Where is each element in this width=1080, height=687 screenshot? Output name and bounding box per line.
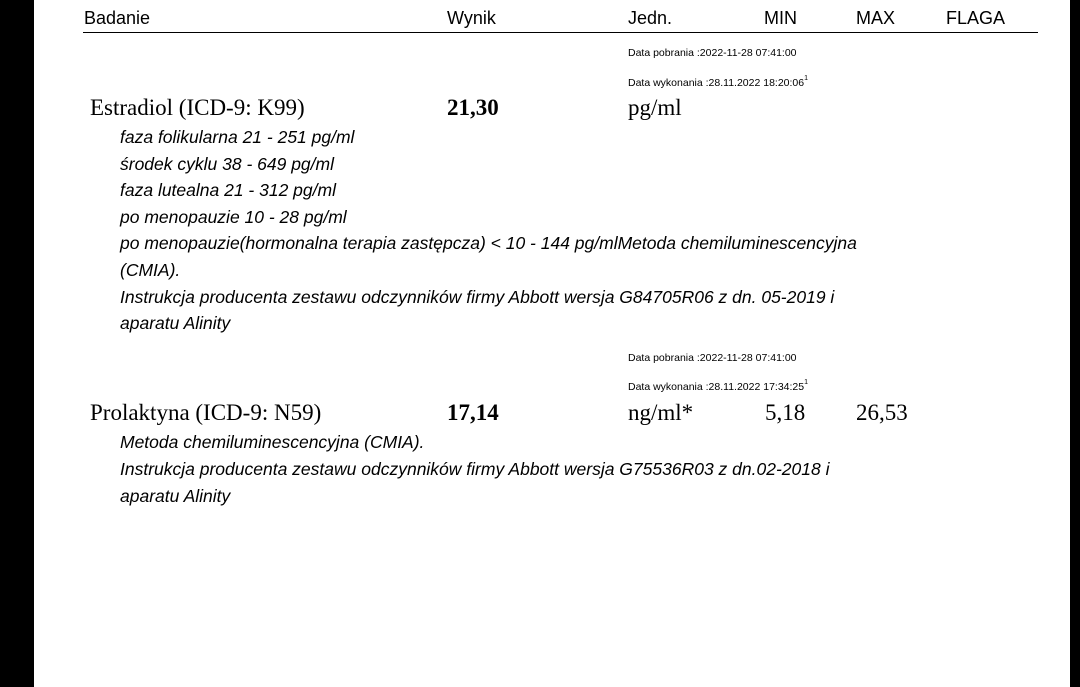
execution-date: Data wykonania :28.11.2022 $18:20:06^1$ <box>628 75 809 89</box>
test-result: 17,14 <box>447 400 499 425</box>
method-note: (CMIA). <box>120 260 181 280</box>
column-header-unit: Jedn. <box>628 8 673 28</box>
test-name: Prolaktyna (ICD-9: N59) <box>90 400 322 425</box>
column-header-result: Wynik <box>447 8 496 28</box>
test-max: 26,53 <box>856 400 908 425</box>
method-note: Instrukcja producenta zestawu odczynników firmy Abbott wersja G75536R03 z dn.02-2018 i <box>120 459 830 479</box>
reference-note: środek cyklu 38 - 649 pg/ml <box>120 154 334 174</box>
footnote-mark: 1 <box>804 379 809 386</box>
collection-date: Data pobrania :2022-11-28 07:41:00 <box>628 352 797 364</box>
footnote-mark: 1 <box>804 75 809 82</box>
column-header-test: Badanie <box>84 8 151 28</box>
reference-note: faza lutealna 21 - 312 pg/ml <box>120 180 336 200</box>
test-unit: ng/ml* <box>628 400 694 425</box>
test-result: 21,30 <box>447 95 499 120</box>
reference-note: po menopauzie(hormonalna terapia zastępcza) < 10 - 144 pg/mlMetoda chemiluminescencyjna <box>120 233 857 253</box>
method-note: Instrukcja producenta zestawu odczynników firmy Abbott wersja G84705R06 z dn. 05-2019 i <box>120 287 835 307</box>
lab-results-page <box>34 0 1070 687</box>
header-divider <box>83 32 1038 33</box>
test-unit: pg/ml <box>628 95 682 120</box>
column-header-flag: FLAGA <box>946 8 1006 28</box>
reference-note: faza folikularna 21 - 251 pg/ml <box>120 127 355 147</box>
collection-date: Data pobrania :2022-11-28 07:41:00 <box>628 47 797 59</box>
test-name: Estradiol (ICD-9: K99) <box>90 95 305 120</box>
test-min: 5,18 <box>765 400 806 425</box>
method-note: Metoda chemiluminescencyjna (CMIA). <box>120 432 425 452</box>
execution-date: Data wykonania :28.11.2022 $17:34:25^1$ <box>628 379 809 393</box>
column-header-min: MIN <box>764 8 797 28</box>
method-note: aparatu Alinity <box>120 313 231 333</box>
reference-note: po menopauzie 10 - 28 pg/ml <box>120 207 347 227</box>
method-note: aparatu Alinity <box>120 486 231 506</box>
column-header-max: MAX <box>856 8 896 28</box>
